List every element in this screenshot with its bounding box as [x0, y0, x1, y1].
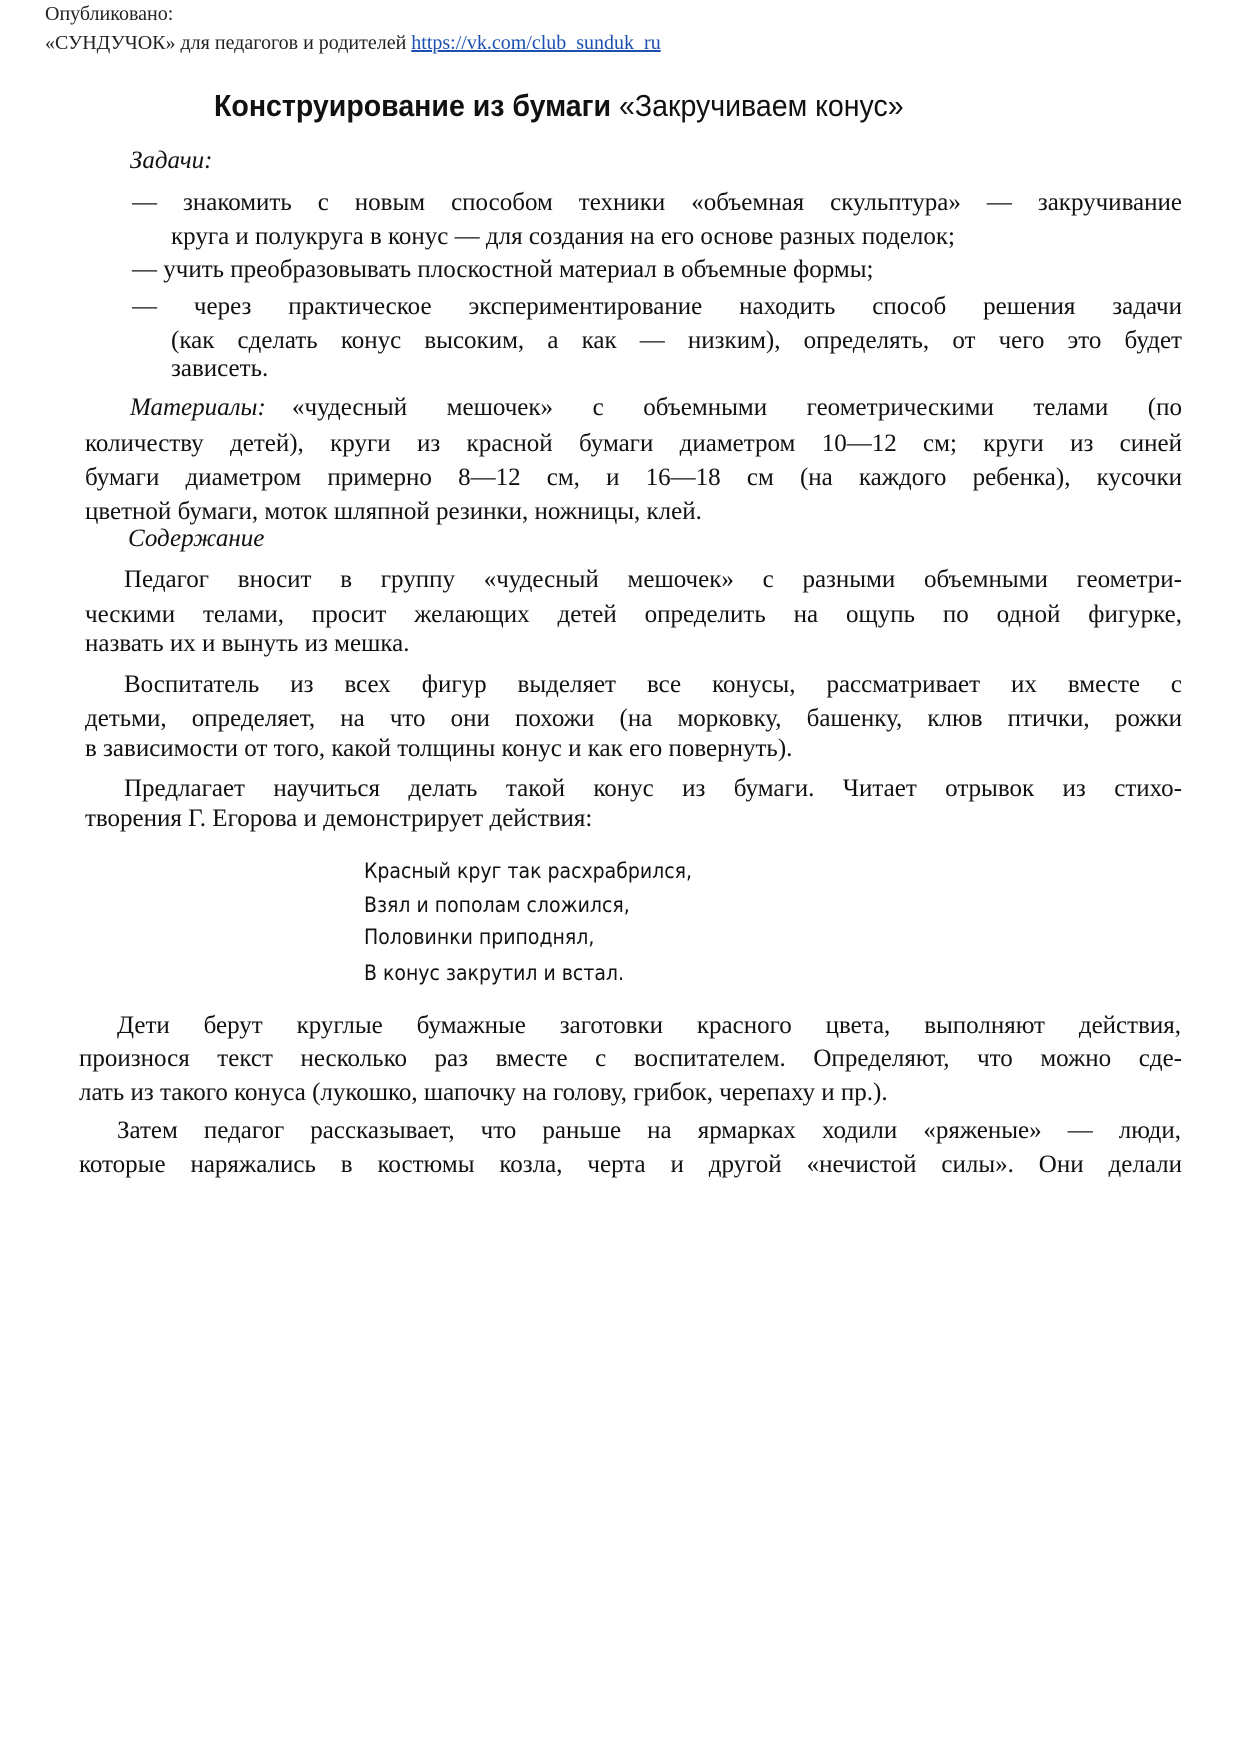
section-heading-content: Содержание	[128, 525, 265, 552]
title-bold: Конструирование из бумаги	[214, 88, 612, 123]
source-text: «СУНДУЧОК» для педагогов и родителей	[45, 32, 407, 54]
poem-line: Взял и пополам сложился,	[364, 893, 630, 917]
section-heading-materials: Материалы:	[130, 394, 266, 421]
source-link[interactable]: https://vk.com/club_sunduk_ru	[411, 32, 661, 54]
paragraph-line: Педагог вносит в группу «чудесный мешочек» с разными объемными геометри-	[124, 566, 1182, 593]
poem-line: Красный круг так расхрабрился,	[364, 859, 693, 883]
paragraph-line: детьми, определяет, на что они похожи (на морковку, башенку, клюв птички, рожки	[85, 705, 1182, 732]
poem-line: В конус закрутил и встал.	[364, 961, 625, 985]
task-line: — через практическое экспериментирование находить способ решения задачи	[132, 293, 1182, 320]
paragraph-line: лать из такого конуса (лукошко, шапочку на голову, грибок, черепаху и пр.).	[79, 1079, 888, 1106]
paragraph-line: назвать их и вынуть из мешка.	[85, 630, 410, 657]
paragraph-line: которые наряжались в костюмы козла, черта и другой «нечистой силы». Они делали	[79, 1151, 1182, 1178]
paragraph-line: Затем педагог рассказывает, что раньше на ярмарках ходили «ряженые» — люди,	[117, 1117, 1181, 1144]
section-heading-tasks: Задачи:	[130, 147, 213, 174]
paragraph-line: ческими телами, просит желающих детей определить на ощупь по одной фигурке,	[85, 601, 1182, 628]
materials-line: бумаги диаметром примерно 8—12 см, и 16—18 см (на каждого ребенка), кусочки	[85, 464, 1182, 491]
source-line	[45, 31, 661, 55]
paragraph-line: творения Г. Егорова и демонстрирует действия:	[85, 805, 593, 832]
task-line: зависеть.	[171, 355, 269, 382]
task-line: — знакомить с новым способом техники «объемная скульптура» — закручивание	[132, 189, 1182, 216]
task-line: (как сделать конус высоким, а как — низким), определять, от чего это будет	[171, 327, 1182, 354]
page-title	[214, 86, 904, 126]
materials-line: «чудесный мешочек» с объемными геометрическими телами (по	[292, 394, 1182, 421]
published-label: Опубликовано:	[45, 3, 174, 25]
poem-line: Половинки приподнял,	[364, 925, 595, 949]
materials-line: количеству детей), круги из красной бумаги диаметром 10—12 см; круги из синей	[85, 430, 1182, 457]
paragraph-line: Предлагает научиться делать такой конус из бумаги. Читает отрывок из стихо-	[124, 775, 1182, 802]
paragraph-line: Дети берут круглые бумажные заготовки красного цвета, выполняют действия,	[117, 1012, 1181, 1039]
task-line: — учить преобразовывать плоскостной материал в объемные формы;	[132, 256, 874, 283]
task-line: круга и полукруга в конус — для создания на его основе разных поделок;	[171, 223, 955, 250]
paragraph-line: в зависимости от того, какой толщины конус и как его повернуть).	[85, 735, 793, 762]
paragraph-line: произнося текст несколько раз вместе с воспитателем. Определяют, что можно сде-	[79, 1045, 1182, 1072]
materials-line: цветной бумаги, моток шляпной резинки, ножницы, клей.	[85, 498, 702, 525]
paragraph-line: Воспитатель из всех фигур выделяет все конусы, рассматривает их вместе с	[124, 671, 1182, 698]
title-normal: «Закручиваем конус»	[619, 88, 904, 123]
